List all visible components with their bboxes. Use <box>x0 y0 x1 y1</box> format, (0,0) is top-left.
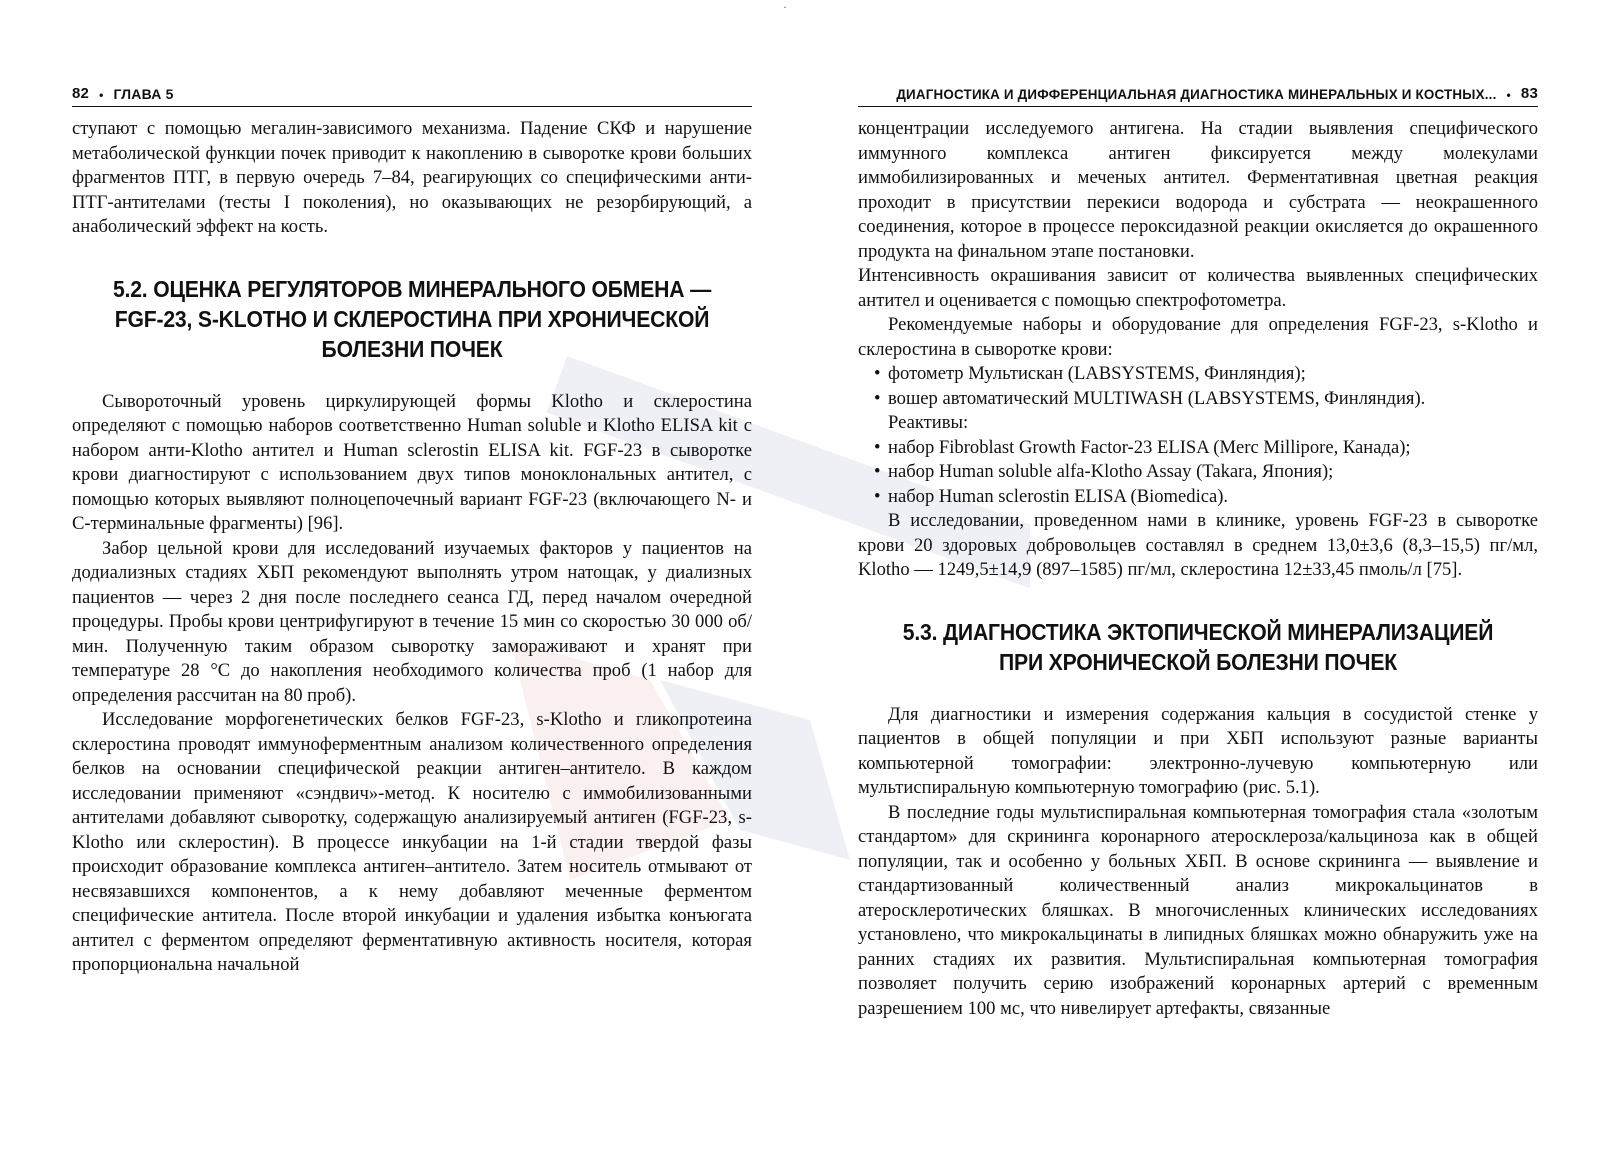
header-bullet-left: • <box>99 88 104 102</box>
paragraph-continuation: ступают с помощью мегалин-зависимого механизма. Падение СКФ и нарушение метаболической функции почек приводит к накоплению в сыворотке крови больших фрагментов ПТГ, в первую очередь 7–84, реагирующих со специфическими анти-ПТГ-антителами (тесты I поколения), но оказывающих не резорбирующий, а анаболический эффект на кость. <box>72 118 752 237</box>
paragraph-mdct-screening: В последние годы мультиспиральная компьютерная томография стала «золотым стандартом» для скрининга коронарного атеросклероза/кальциноза как в общей популяции, так и особенно у больных ХБП. В основе скрининга — выявление и стандартизованный количественный анализ микрокальцинатов в атеросклеротических бляшках. В многочисленных клинических исследованиях установлено, что микрокальцинаты в липидных бляшках можно обнаружить уже на ранних стадиях их развития. Мультиспиральная компьютерная томография позволяет получить серию изображений коронарных артерий с временным разрешением 100 мс, что нивелирует артефакты, связанные <box>858 801 1538 1019</box>
page-number-right: 83 <box>1520 85 1538 102</box>
left-page <box>72 80 752 978</box>
page-fold-mark-top: · <box>783 0 787 14</box>
chapter-label: ГЛАВА 5 <box>113 86 174 102</box>
reagents-label: Реактивы: <box>888 412 969 433</box>
section-heading-5-2: 5.2. ОЦЕНКА РЕГУЛЯТОРОВ МИНЕРАЛЬНОГО ОБМЕНА — FGF-23, S-KLOTHO И СКЛЕРОСТИНА ПРИ ХРОНИЧЕСКОЙ БОЛЕЗНИ ПОЧЕК <box>112 275 712 362</box>
running-head-left <box>72 80 752 107</box>
list-item: • фотометр Мультискан (LABSYSTEMS, Финляндия); <box>858 362 1538 387</box>
running-title: ДИАГНОСТИКА И ДИФФЕРЕНЦИАЛЬНАЯ ДИАГНОСТИКА МИНЕРАЛЬНЫХ И КОСТНЫХ... <box>896 87 1497 102</box>
paragraph-intensity: Интенсивность окрашивания зависит от количества выявленных специфических антител и оценивается с помощью спектрофотометра. <box>858 265 1538 311</box>
reagents-list <box>858 436 1538 510</box>
paragraph-elisa-method: Исследование морфогенетических белков FGF-23, s-Klotho и гликопротеина склеростина проводят иммуноферментным анализом количественного определения белков на основании специфической реакции антиген–антитело. В каждом исследовании применяют «сэндвич»-метод. К носителю с иммобилизованными антителами добавляют сыворотку, содержащую анализируемый антиген (FGF-23, s-Klotho или склеростин). В процессе инкубации на 1-й стадии твердой фазы происходит образование комплекса антиген–антитело. Затем носитель отмывают от несвязавшихся компонентов, а к нему добавляют меченные ферментом специфические антитела. После второй инкубации и удаления избытка конъюгата антител с ферментом определяют ферментативную активность носителя, которая пропорциональна начальной <box>72 709 753 975</box>
list-item: • набор Human sclerostin ELISA (Biomedica). <box>858 485 1538 510</box>
header-bullet-right: • <box>1506 88 1511 102</box>
paragraph-blood-sampling: Забор цельной крови для исследований изучаемых факторов у пациентов на додиализных стадиях ХБП рекомендуют выполнять утром натощак, у диализных пациентов — через 2 дня после последнего сеанса ГД, перед началом очередной процедуры. Пробы крови центрифугируют в течение 15 мин со скоростью 30 000 об/мин. Полученную таким образом сыворотку замораживают и хранят при температуре 28 °С до накопления необходимого количества проб (1 набор для определения рассчитан на 80 проб). <box>72 537 752 706</box>
right-page <box>858 80 1538 1021</box>
list-item: • набор Human soluble alfa-Klotho Assay (Takara, Япония); <box>858 460 1538 485</box>
list-item: • вошер автоматический MULTIWASH (LABSYSTEMS, Финляндия). <box>858 387 1538 412</box>
section-heading-5-3: 5.3. ДИАГНОСТИКА ЭКТОПИЧЕСКОЙ МИНЕРАЛИЗАЦИЕЙ ПРИ ХРОНИЧЕСКОЙ БОЛЕЗНИ ПОЧЕК <box>902 618 1494 675</box>
page-number-left: 82 <box>72 85 90 102</box>
right-page-body <box>858 117 1538 1021</box>
paragraph-continuation-right: концентрации исследуемого антигена. На стадии выявления специфического иммунного комплекса антиген фиксируется между молекулами иммобилизированных и меченых антител. Ферментативная цветная реакция проходит в присутствии перекиси водорода и субстрата — неокрашенного соединения, которое в процессе пероксидазной реакции окисляется до окрашенного продукта на финальном этапе постановки. <box>858 118 1538 262</box>
running-head-right <box>858 80 1538 107</box>
left-page-body <box>72 117 752 978</box>
list-item: • набор Fibroblast Growth Factor-23 ELISA (Merc Millipore, Канада); <box>858 436 1538 461</box>
paragraph-recommended-kits: Рекомендуемые наборы и оборудование для определения FGF-23, s-Klotho и склеростина в сыворотке крови: <box>858 314 1538 360</box>
paragraph-ct-diagnostics: Для диагностики и измерения содержания кальция в сосудистой стенке у пациентов в общей популяции и при ХБП используют разные варианты компьютерной томографии: электронно-лучевую компьютерную или мультиспиральную компьютерную томографию (рис. 5.1). <box>858 703 1538 798</box>
equipment-list <box>858 362 1538 411</box>
paragraph-klotho-assay: Сывороточный уровень циркулирующей формы Klotho и склеростина определяют с помощью наборов соответственно Human soluble и Klotho ELISA kit с набором анти-Klotho антител и Human sclerostin ELISA kit. FGF-23 в сыворотке крови диагностируют с использованием двух типов моноклональных антител, с помощью которых выявляют полноцепочечный вариант FGF-23 (включающего N- и С-терминальные фрагменты) [96]. <box>72 390 752 534</box>
paragraph-study-results: В исследовании, проведенном нами в клинике, уровень FGF-23 в сыворотке крови 20 здоровых добровольцев составлял в среднем 13,0±3,6 (8,3–15,5) пг/мл, Klotho — 1249,5±14,9 (897–1585) пг/мл, склеростина 12±33,45 пмоль/л [75]. <box>858 510 1538 580</box>
